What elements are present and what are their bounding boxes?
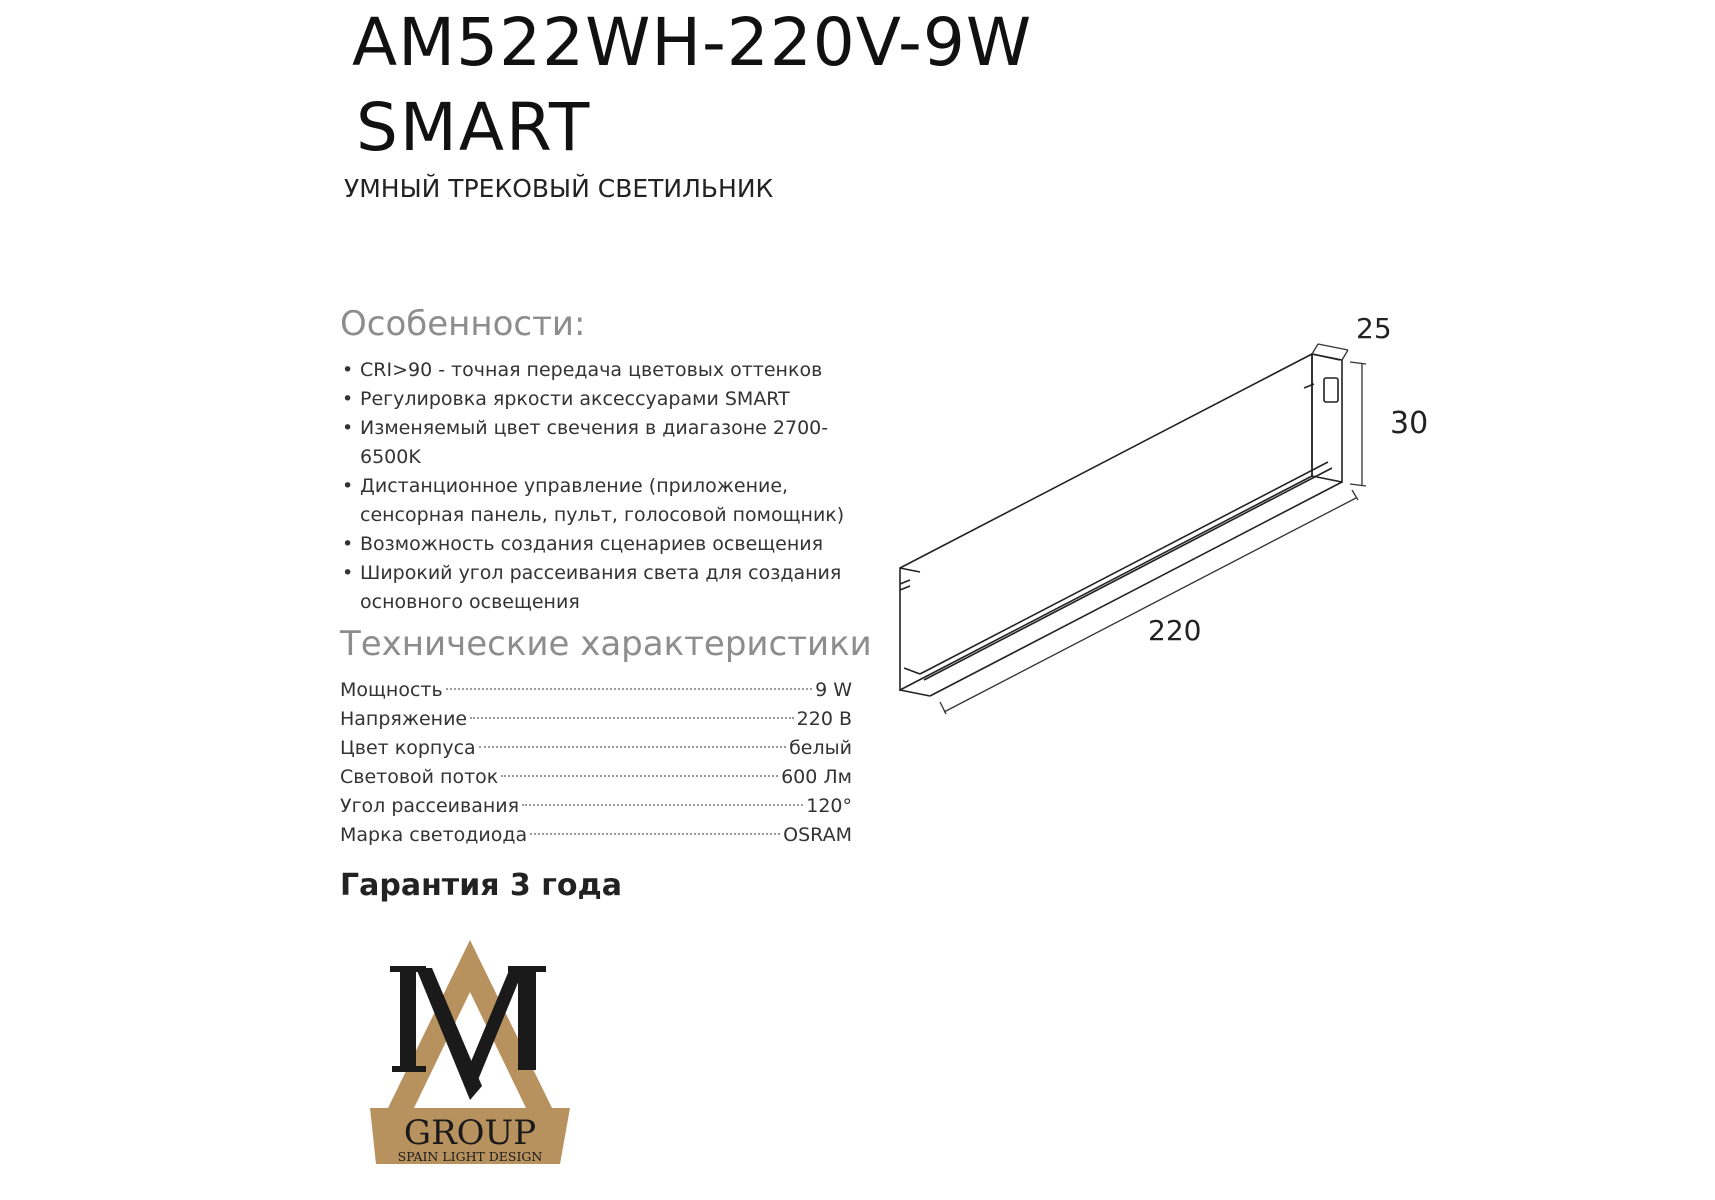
- specs-table: [340, 676, 852, 850]
- dimension-drawing: [880, 300, 1440, 720]
- warranty-text: Гарантия 3 года: [340, 868, 622, 903]
- product-model-title: AM522WH-220V-9W: [352, 4, 1033, 81]
- product-line-title: SMART: [356, 89, 592, 166]
- spec-value: 220 В: [796, 708, 852, 730]
- spec-label: Напряжение: [340, 708, 468, 730]
- spec-value: белый: [789, 737, 852, 759]
- spec-row: [340, 763, 852, 792]
- feature-item: • Возможность создания сценариев освещения: [340, 530, 860, 559]
- spec-label: Цвет корпуса: [340, 737, 476, 759]
- logo-m-right-stem: [518, 968, 536, 1070]
- feature-item: • CRI>90 - точная передача цветовых оттенков: [340, 356, 860, 385]
- feature-item: • Широкий угол рассеивания света для создания основного освещения: [340, 559, 860, 617]
- spec-label: Угол рассеивания: [340, 795, 520, 817]
- spec-row: [340, 792, 852, 821]
- spec-value: 120°: [806, 795, 852, 817]
- logo-name-text: GROUP: [403, 1113, 537, 1153]
- feature-item: • Регулировка яркости аксессуарами SMART: [340, 385, 860, 414]
- feature-item: • Изменяемый цвет свечения в диагазоне 2700-6500K: [340, 414, 860, 472]
- spec-value: 9 W: [815, 679, 852, 701]
- features-list: [340, 356, 860, 617]
- logo-tagline-text: SPAIN LIGHT DESIGN: [397, 1149, 543, 1164]
- spec-row: [340, 734, 852, 763]
- height-dimension-label: 30: [1390, 406, 1429, 441]
- spec-value: 600 Лм: [781, 766, 852, 788]
- features-heading: Особенности:: [340, 304, 586, 344]
- width-dimension-label: 25: [1356, 312, 1392, 345]
- length-dimension-label: 220: [1148, 614, 1202, 647]
- spec-label: Мощность: [340, 679, 443, 701]
- logo-m-left-stem: [400, 968, 416, 1070]
- spec-value: OSRAM: [783, 824, 852, 846]
- spec-label: Марка светодиода: [340, 824, 528, 846]
- spec-row: [340, 705, 852, 734]
- company-logo: [370, 940, 570, 1170]
- spec-label: Световой поток: [340, 766, 499, 788]
- feature-item: • Дистанционное управление (приложение, сенсорная панель, пульт, голосовой помощник): [340, 472, 860, 530]
- spec-row: [340, 821, 852, 850]
- product-subtitle: УМНЫЙ ТРЕКОВЫЙ СВЕТИЛЬНИК: [344, 174, 774, 203]
- specs-heading: Технические характеристики: [340, 624, 872, 664]
- spec-row: [340, 676, 852, 705]
